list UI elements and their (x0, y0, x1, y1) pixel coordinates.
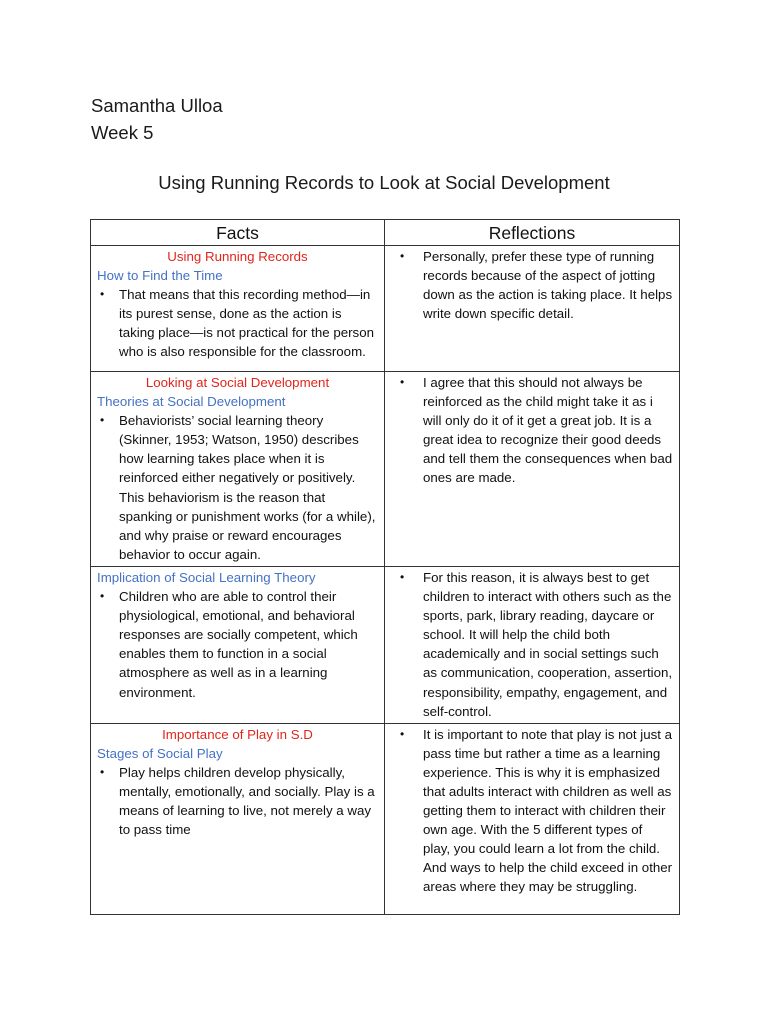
reflection-item (391, 725, 673, 897)
table-row (91, 723, 680, 914)
table-row (91, 246, 680, 372)
reflection-list (391, 247, 673, 323)
reflection-item (391, 373, 673, 488)
reflection-text: It is important to note that play is not just a pass time but rather a time as a learning experience. This is why it is emphasized that adults interact with children as well as getting them to interact with children their own age. With the 5 different types of play, you could learn a lot from the child. And ways to help the child exceed in other areas where they may be struggling. (423, 726, 673, 895)
fact-list (97, 587, 378, 702)
subsection-heading: Theories at Social Development (97, 394, 286, 410)
fact-item (97, 763, 378, 839)
bullet-icon: • (400, 375, 405, 389)
fact-list (97, 411, 378, 564)
author-name: Samantha Ulloa (91, 95, 223, 116)
week-label: Week 5 (91, 122, 154, 143)
reflection-text: For this reason, it is always best to get children to interact with others such as the sports, park, library reading, daycare or school. It will help the child both academically and in social settings such as communication, cooperation, assertion, responsibility, empathy, engagement, and self-control. (423, 569, 673, 719)
fact-list (97, 763, 378, 839)
reflection-text: Personally, prefer these type of running records because of the aspect of jotting down as the action is taking place. It helps write down specific detail. (423, 249, 673, 322)
facts-cell (91, 372, 385, 567)
reflection-list (391, 373, 673, 488)
bullet-icon: • (100, 589, 105, 604)
column-header-reflections: Reflections (385, 220, 680, 246)
reflection-item (391, 247, 673, 323)
fact-text: Children who are able to control their physiological, emotional, and behavioral responses are socially competent, which enables them to function in a social atmosphere as well as in a learning environment. (119, 589, 358, 700)
fact-text: Play helps children develop physically, mentally, emotionally, and socially. Play is a means of learning to live, not merely a way to pass time (119, 764, 375, 838)
facts-cell (91, 566, 385, 723)
facts-cell (91, 723, 385, 914)
reflection-cell (385, 372, 680, 567)
reflection-item (391, 568, 673, 721)
reflection-cell (385, 723, 680, 914)
column-header-facts: Facts (91, 220, 385, 246)
reflection-list (391, 725, 673, 897)
subsection-heading: Implication of Social Learning Theory (97, 569, 316, 585)
fact-text: That means that this recording method—in its purest sense, done as the action is taking place—is not practical for the person who is also responsible for the classroom. (119, 287, 374, 360)
facts-cell (91, 246, 385, 372)
table-row (91, 566, 680, 723)
bullet-icon: • (100, 413, 105, 428)
fact-item (97, 285, 378, 361)
bullet-icon: • (100, 764, 105, 779)
reflection-cell (385, 566, 680, 723)
reflection-cell (385, 246, 680, 372)
bullet-icon: • (100, 287, 105, 302)
bullet-icon: • (400, 726, 405, 741)
section-heading: Importance of Play in S.D (162, 726, 313, 742)
section-heading: Using Running Records (167, 249, 308, 264)
facts-reflections-table (90, 219, 680, 915)
subsection-heading: How to Find the Time (97, 268, 223, 284)
table-row (91, 372, 680, 567)
document-title: Using Running Records to Look at Social Development (158, 172, 610, 193)
reflection-list (391, 568, 673, 721)
section-heading: Looking at Social Development (145, 375, 330, 390)
bullet-icon: • (400, 249, 405, 263)
fact-text: Behaviorists’ social learning theory (Skinner, 1953; Watson, 1950) describes how learning takes place when it is reinforced either negatively or positively. This behaviorism is the reason that spanking or punishment works (for a while), and why praise or reward encourages behavior to occur again. (119, 413, 376, 562)
bullet-icon: • (400, 569, 405, 584)
subsection-heading: Stages of Social Play (97, 745, 223, 761)
fact-item (97, 411, 378, 564)
fact-list (97, 285, 378, 361)
fact-item (97, 587, 378, 702)
reflection-text: I agree that this should not always be reinforced as the child might take it as i will only do it of it get a great job. It is a great idea to recognize their good deeds and tell them the consequences when bad ones are made. (423, 375, 673, 486)
